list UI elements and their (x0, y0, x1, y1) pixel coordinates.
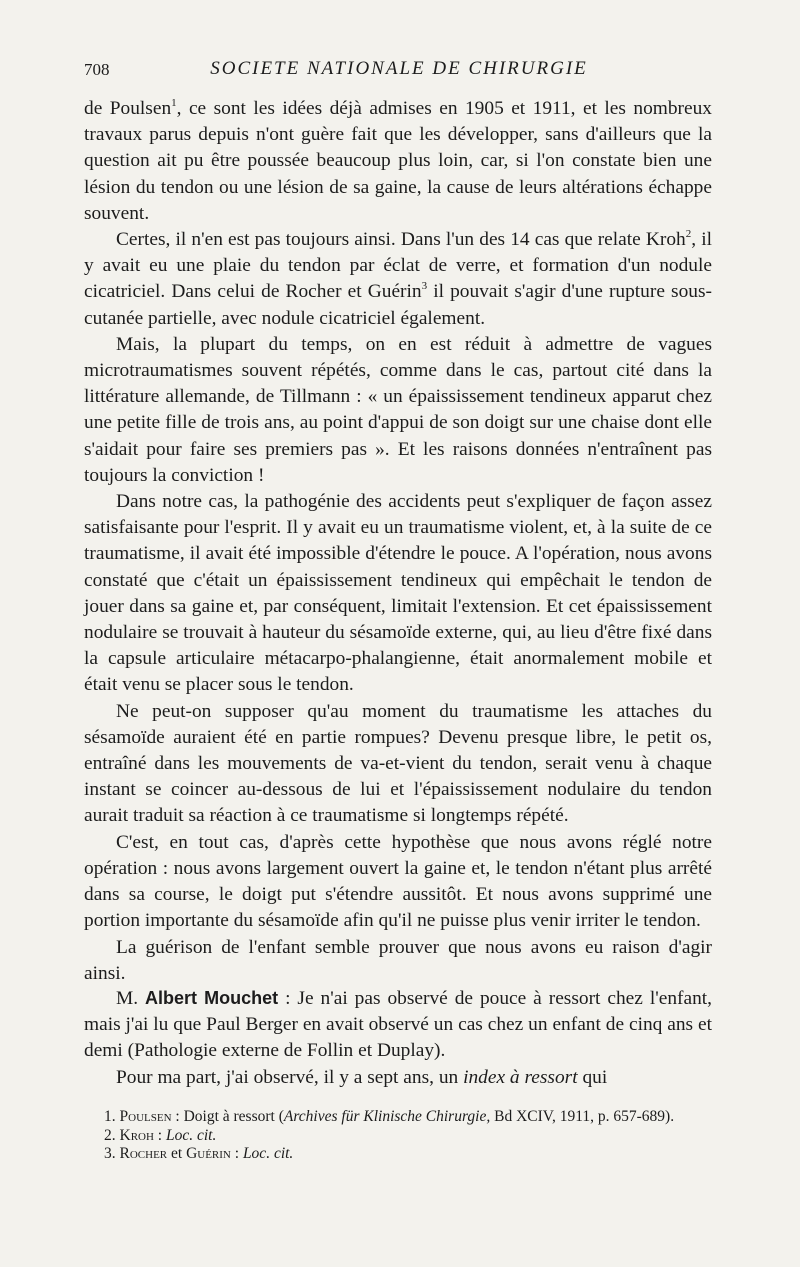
footnote-number: 2. (104, 1126, 120, 1144)
text: : (153, 1126, 166, 1144)
running-title: SOCIETE NATIONALE DE CHIRURGIE (210, 58, 588, 79)
paragraph: C'est, en tout cas, d'après cette hypothèse que nous avons réglé notre opération : nous avons largement ouvert la gaine et, le tendon n'étant plus arrêté dans sa course, le doigt put s'étendre aussitôt. Et nous avons supprimé une portion importante du sésamoïde afin qu'il ne puisse plus venir irriter le tendon. (84, 831, 712, 932)
paragraph: Dans notre cas, la pathogénie des accidents peut s'expliquer de façon assez satisfaisante pour l'esprit. Il y avait eu un traumatisme violent, et, à la suite de ce traumatisme, il avait été impossible d'étendre le pouce. A l'opération, nous avons constaté que c'était un épaississement tendineux qui empêchait le tendon de jouer dans sa gaine et, par conséquent, limitait l'extension. Et cet épaississement nodulaire se trouvait à hauteur du sésamoïde externe, qui, au lieu d'être fixé dans la capsule articulaire métacarpo-phalangienne, était anormalement mobile et était venu se placer sous le tendon. (84, 491, 712, 696)
footnote-number: 1. (104, 1108, 120, 1125)
footnote-author: Guérin (186, 1145, 231, 1162)
text: Bd XCIV, 1911, p. 657-689). (490, 1108, 675, 1125)
page-header (84, 58, 714, 86)
page-number: 708 (84, 60, 110, 79)
paragraph (84, 96, 712, 227)
main-text (84, 96, 712, 987)
footnote (84, 1127, 712, 1146)
paragraph: La guérison de l'enfant semble prouver que nous avons eu raison d'agir ainsi. (84, 936, 712, 984)
text: : Je n'ai pas observé de pouce à ressort chez l'enfant, mais j'ai lu que Paul Berger en avait observé un cas chez un enfant de cinq ans et demi (Pathologie externe de Follin et Duplay). (84, 988, 713, 1062)
paragraph: Mais, la plupart du temps, on en est réduit à admettre de vagues microtraumatismes souvent répétés, comme dans le cas, partout cité dans la littérature allemande, de Tillmann : « un épaississement tendineux apparut chez une petite fille de trois ans, au point d'appui de son doigt sur une chaise dont elle s'aidait pour faire ses premiers pas ». Et les raisons données n'entraînent pas toujours la conviction ! (84, 333, 712, 486)
paragraph (84, 227, 712, 332)
text: : (230, 1145, 243, 1162)
paragraph (84, 985, 712, 1065)
text: , il y avait eu une plaie du tendon par éclat de verre, et formation d'un nodule cicatriciel. Dans celui de Rocher et Guérin (84, 229, 712, 303)
text: Certes, il n'en est pas toujours ainsi. Dans l'un des 14 cas que relate Kroh (116, 229, 686, 251)
footnote-author: Poulsen (119, 1108, 172, 1125)
footnotes (84, 1108, 712, 1164)
paragraph: Ne peut-on supposer qu'au moment du traumatisme les attaches du sésamoïde auraient été en partie rompues? Devenu presque libre, le petit os, entraîné dans les mouvements de va-et-vient du tendon, serait venu à chaque instant se coincer au-dessous de lui et l'épaississement nodulaire du tendon aurait traduit sa réaction à ce traumatisme si longtemps répété. (84, 700, 712, 827)
text: de Poulsen (84, 98, 172, 119)
footnote-source: Archives für Klinische Chirurgie, (283, 1108, 491, 1125)
footnote-source: Loc. cit. (242, 1145, 294, 1162)
text: M. (116, 988, 146, 1009)
footnote-source: Loc. cit. (165, 1126, 217, 1144)
text: qui (577, 1066, 608, 1088)
footnote-ref: 3 (421, 280, 428, 293)
footnote-author: Kroh (119, 1126, 154, 1144)
footnote-author: Rocher (119, 1145, 168, 1162)
text: : Doigt à ressort ( (171, 1108, 284, 1125)
paragraph (84, 1065, 712, 1091)
text: , ce sont les idées déjà admises en 1905 et 1911, et les nombreux travaux parus depuis n'ont guère fait que les développer, sans d'ailleurs que la question ait pu être poussée beaucoup plus loin, car, si l'on constate bien une lésion du tendon ou une lésion de sa gaine, la cause de leurs altérations échappe souvent. (84, 98, 712, 224)
speaker-name: Albert Mouchet (145, 988, 279, 1008)
text: il pouvait s'agir d'une rupture sous-cutanée partielle, avec nodule cicatriciel également. (84, 281, 712, 329)
footnote-number: 3. (104, 1145, 120, 1162)
footnote-ref: 2 (685, 228, 692, 241)
italic-term: index à ressort (463, 1066, 578, 1088)
text: Pour ma part, j'ai observé, il y a sept ans, un (116, 1066, 464, 1088)
footnote (84, 1108, 712, 1127)
footnote-ref: 1 (171, 97, 177, 109)
footnote (84, 1145, 712, 1164)
text: et (167, 1145, 187, 1162)
discussion-section (84, 985, 712, 1091)
